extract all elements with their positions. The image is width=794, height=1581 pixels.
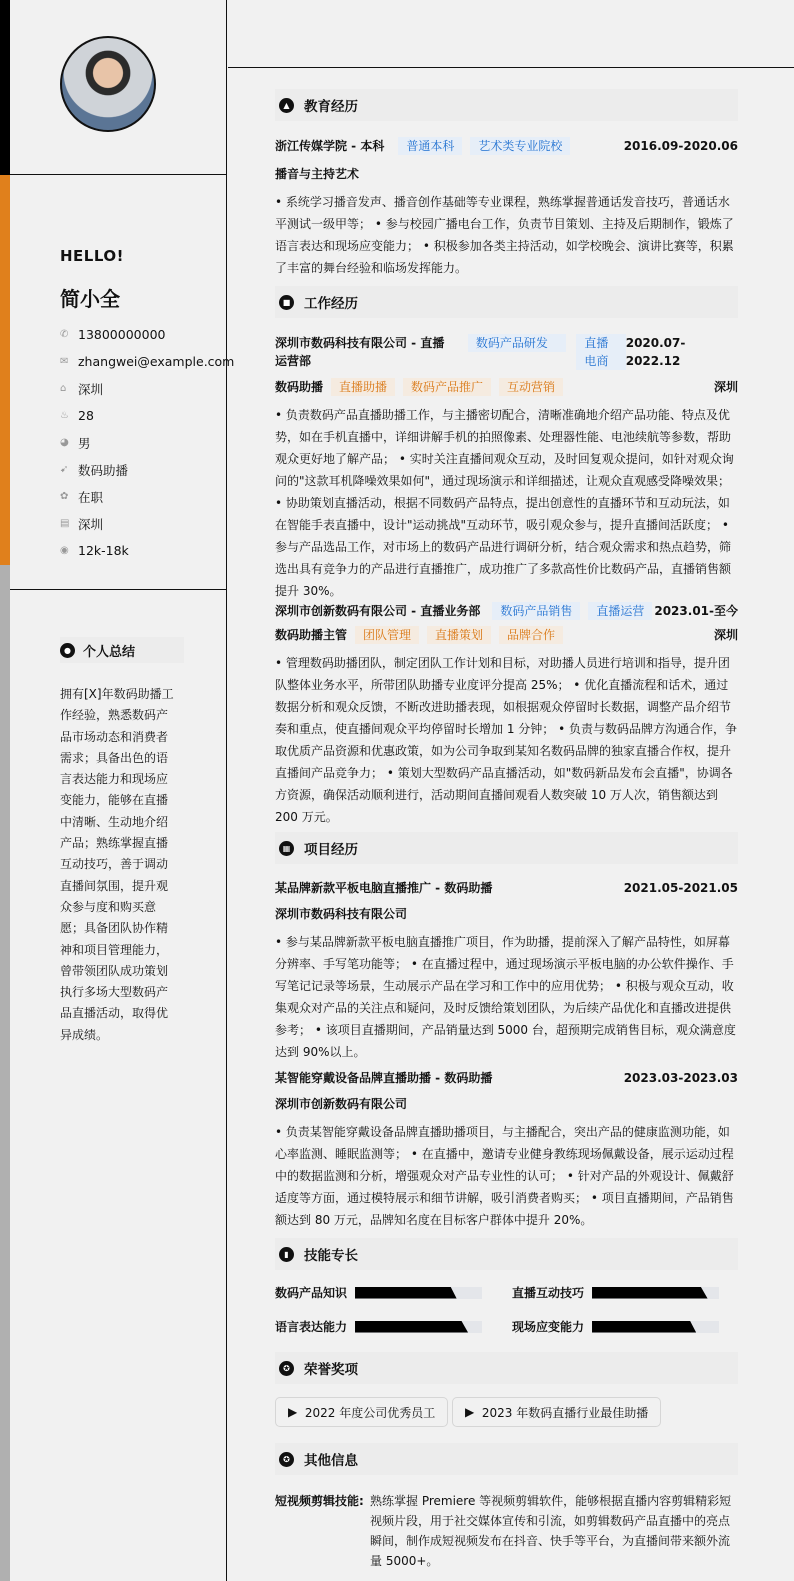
awards-header	[275, 1352, 738, 1384]
project-entry	[275, 879, 738, 1063]
section-title: 项目经历	[304, 842, 358, 858]
award-item[interactable]: ▶ 2022 年度公司优秀员工	[275, 1397, 448, 1427]
tag: 数码产品销售	[492, 602, 580, 620]
skill-name: 语言表达能力	[275, 1320, 348, 1334]
info-row	[60, 321, 234, 348]
home-icon: ⌂	[60, 383, 67, 394]
summary-header	[60, 637, 184, 663]
skill-name: 现场应变能力	[512, 1320, 585, 1334]
accent-strip-gray	[0, 565, 10, 1581]
school: 浙江传媒学院 - 本科	[275, 139, 385, 153]
summary-text: 拥有[X]年数码助播工作经验，熟悉数码产品市场动态和消费者需求；具备出色的语言表达能力和现场应变能力，能够在直播中清晰、生动地介绍产品；熟练掌握直播互动技巧，善于调动直播间氛围，提升观众参与度和购买意愿；具备团队协作精神和项目管理能力，曾带领团队成功策划执行多场大型数码产品直播活动，取得优异成绩。	[60, 687, 174, 1042]
section-title: 其他信息	[304, 1453, 358, 1469]
tag: 直播电商	[576, 334, 625, 370]
tag: 数码产品研发	[468, 334, 567, 352]
other-text: 熟练掌握 Premiere 等视频剪辑软件，能够根据直播内容剪辑精彩短视频片段，用于社交媒体宣传和引流，如剪辑数码产品直播中的亮点瞬间，制作成短视频发布在抖音、快手等平台，为直播间带来额外流量 5000+。	[370, 1494, 732, 1568]
project-name: 某品牌新款平板电脑直播推广 - 数码助播	[275, 881, 493, 895]
accent-strip-orange	[0, 175, 10, 565]
tag: 互动营销	[499, 378, 563, 396]
accent-strip-black	[0, 0, 10, 175]
divider	[10, 174, 226, 175]
education-header	[275, 89, 738, 121]
info-row	[60, 348, 234, 375]
info-row	[60, 375, 234, 402]
info-value: 28	[78, 408, 94, 423]
section-title: 工作经历	[304, 296, 358, 312]
tag: 艺术类专业院校	[470, 137, 570, 155]
info-row	[60, 456, 234, 483]
info-row	[60, 537, 234, 564]
other-header	[275, 1443, 738, 1475]
skill-bar-fill	[355, 1287, 457, 1299]
skill-bar	[355, 1321, 482, 1333]
description: • 参与某品牌新款平板电脑直播推广项目，作为助播，提前深入了解产品特性，如屏幕分辨率、手写笔功能等； • 在直播过程中，通过现场演示平板电脑的办公软件操作、手写笔记记录等场景，生动展示产品在学习和工作中的应用优势； • 积极与观众互动，收集观众对产品的关注点和疑问，及时反馈给策划团队，为后续产品优化和直播改进提供参考； • 该项目直播期间，产品销量达到 5000 台，超预期完成销售目标，观众满意度达到 90%以上。	[275, 935, 736, 1059]
phone-icon: ✆	[60, 329, 69, 340]
education-entry	[275, 137, 738, 279]
date: 2020.07-2022.12	[625, 336, 686, 368]
section-title: 荣誉奖项	[304, 1362, 358, 1378]
info-value: 深圳	[78, 381, 104, 397]
award-label: 2022 年度公司优秀员工	[304, 1405, 436, 1420]
role: 数码助播主管	[275, 628, 348, 642]
tag: 直播助播	[331, 378, 395, 396]
city: 深圳	[713, 380, 738, 394]
info-value: 数码助播	[78, 462, 129, 478]
skills-header	[275, 1238, 738, 1270]
summary-title: 个人总结	[83, 644, 136, 660]
skill-item	[275, 1318, 482, 1335]
graduation-cap-icon: ▲	[279, 98, 294, 113]
grid-icon: ▦	[279, 841, 294, 856]
projects-header	[275, 832, 738, 864]
info-value: 13800000000	[78, 327, 166, 342]
info-value: 在职	[78, 489, 104, 505]
info-row	[60, 510, 234, 537]
info-value: zhangwei@example.com	[78, 354, 235, 369]
skill-bar-fill	[592, 1321, 696, 1333]
city-icon: ▤	[60, 518, 70, 529]
other-entry	[275, 1491, 738, 1571]
skill-item	[512, 1284, 719, 1301]
sidebar	[10, 0, 235, 1581]
company: 深圳市创新数码有限公司	[275, 1097, 408, 1111]
company: 深圳市数码科技有限公司	[275, 907, 408, 921]
skill-bar-fill	[592, 1287, 708, 1299]
project-name: 某智能穿戴设备品牌直播助播 - 数码助播	[275, 1071, 493, 1085]
section-title: 教育经历	[304, 99, 358, 115]
info-row	[60, 483, 234, 510]
date: 2021.05-2021.05	[623, 881, 738, 895]
work-entry	[275, 334, 738, 602]
bar-chart-icon: ▮	[279, 1247, 294, 1262]
other-label: 短视频剪辑技能:	[275, 1494, 364, 1508]
info-row	[60, 429, 234, 456]
info-value: 深圳	[78, 516, 104, 532]
profile-name: 简小全	[60, 287, 120, 311]
section-title: 技能专长	[304, 1248, 358, 1264]
skill-name: 直播互动技巧	[512, 1286, 585, 1300]
skill-bar	[355, 1287, 482, 1299]
skill-item	[512, 1318, 719, 1335]
gender-icon: ◕	[60, 437, 69, 448]
greeting: HELLO!	[60, 247, 124, 265]
city: 深圳	[713, 628, 738, 642]
tag: 品牌合作	[499, 626, 563, 644]
tag: 数码产品推广	[403, 378, 491, 396]
description: • 负责数码产品直播助播工作，与主播密切配合，清晰准确地介绍产品功能、特点及优势，如在手机直播中，详细讲解手机的拍照像素、处理器性能、电池续航等参数，帮助观众更好地了解产品； • 实时关注直播间观众互动，及时回复观众提问，如针对观众询问的"这款耳机降噪效果如何"，通过现场演示和详细描述，让观众直观感受降噪效果； • 协助策划直播活动，根据不同数码产品特点，提出创意性的直播环节和互动玩法，如在智能手表直播中，设计"运动挑战"互动环节，吸引观众参与，提升直播间活跃度； • 参与产品选品工作，对市场上的数码产品进行调研分析，结合观众需求和热点趋势，筛选出具有竞争力的产品进行直播推广，成功推广了多款高性价比数码产品，直播销售额提升 30%。	[275, 408, 734, 598]
skill-bar	[592, 1321, 719, 1333]
tag: 直播策划	[427, 626, 491, 644]
salary-icon: ◉	[60, 545, 69, 556]
divider	[10, 589, 226, 590]
role: 数码助播	[275, 380, 324, 394]
work-entry	[275, 602, 738, 828]
top-divider	[228, 67, 794, 68]
job-icon: ➹	[60, 464, 69, 475]
info-value: 12k-18k	[78, 543, 129, 558]
work-header	[275, 286, 738, 318]
award-item[interactable]: ▶ 2023 年数码直播行业最佳助播	[452, 1397, 661, 1427]
info-row	[60, 402, 234, 429]
avatar	[60, 36, 156, 132]
skill-bar-fill	[355, 1321, 468, 1333]
award-icon: ✪	[279, 1361, 294, 1376]
contact-info	[60, 321, 234, 564]
company: 深圳市创新数码有限公司 - 直播业务部	[275, 604, 481, 618]
tag: 直播运营	[588, 602, 652, 620]
company: 深圳市数码科技有限公司 - 直播运营部	[275, 336, 445, 368]
status-icon: ✿	[60, 491, 69, 502]
skill-item	[275, 1284, 482, 1301]
info-icon: ✪	[279, 1452, 294, 1467]
user-icon: ●	[60, 643, 75, 658]
description: • 负责某智能穿戴设备品牌直播助播项目，与主播配合，突出产品的健康监测功能，如心率监测、睡眠监测等； • 在直播中，邀请专业健身教练现场佩戴设备，展示运动过程中的数据监测和分析，增强观众对产品专业性的认可； • 针对产品的外观设计、佩戴舒适度等方面，通过模特展示和细节讲解，吸引消费者购买； • 项目直播期间，产品销售额达到 80 万元，品牌知名度在目标客户群体中提升 20%。	[275, 1125, 734, 1227]
skill-bar	[592, 1287, 719, 1299]
date: 2023.01-至今	[654, 604, 738, 618]
tag: 普通本科	[398, 137, 462, 155]
age-icon: ♨	[60, 410, 69, 421]
major: 播音与主持艺术	[275, 167, 360, 181]
description: • 系统学习播音发声、播音创作基础等专业课程，熟练掌握普通话发音技巧，普通话水平测试一级甲等； • 参与校园广播电台工作，负责节目策划、主持及后期制作，锻炼了语言表达和现场应变能力； • 积极参加各类主持活动，如学校晚会、演讲比赛等，积累了丰富的舞台经验和临场发挥能力。	[275, 195, 734, 275]
skill-name: 数码产品知识	[275, 1286, 348, 1300]
date: 2016.09-2020.06	[623, 139, 738, 153]
description: • 管理数码助播团队，制定团队工作计划和目标，对助播人员进行培训和指导，提升团队整体业务水平，所带团队助播专业度评分提高 25%； • 优化直播流程和话术，通过数据分析和观众反馈，不断改进助播表现，如根据观众停留时长数据，调整产品介绍节奏和重点，使直播间观众平均停留时长增加 1 分钟； • 负责与数码品牌方沟通合作，争取优质产品资源和优惠政策，如为公司争取到某知名数码品牌的独家直播合作权，提升直播间产品竞争力； • 策划大型数码产品直播活动，如"数码新品发布会直播"，协调各方资源，确保活动顺利进行，活动期间直播间观看人数突破 10 万人次，销售额达到 200 万元。	[275, 656, 737, 824]
project-entry	[275, 1069, 738, 1231]
mail-icon: ✉	[60, 356, 69, 367]
date: 2023.03-2023.03	[623, 1071, 738, 1085]
info-value: 男	[78, 435, 91, 451]
briefcase-icon: ■	[279, 295, 294, 310]
tag: 团队管理	[355, 626, 419, 644]
award-label: 2023 年数码直播行业最佳助播	[481, 1405, 649, 1420]
